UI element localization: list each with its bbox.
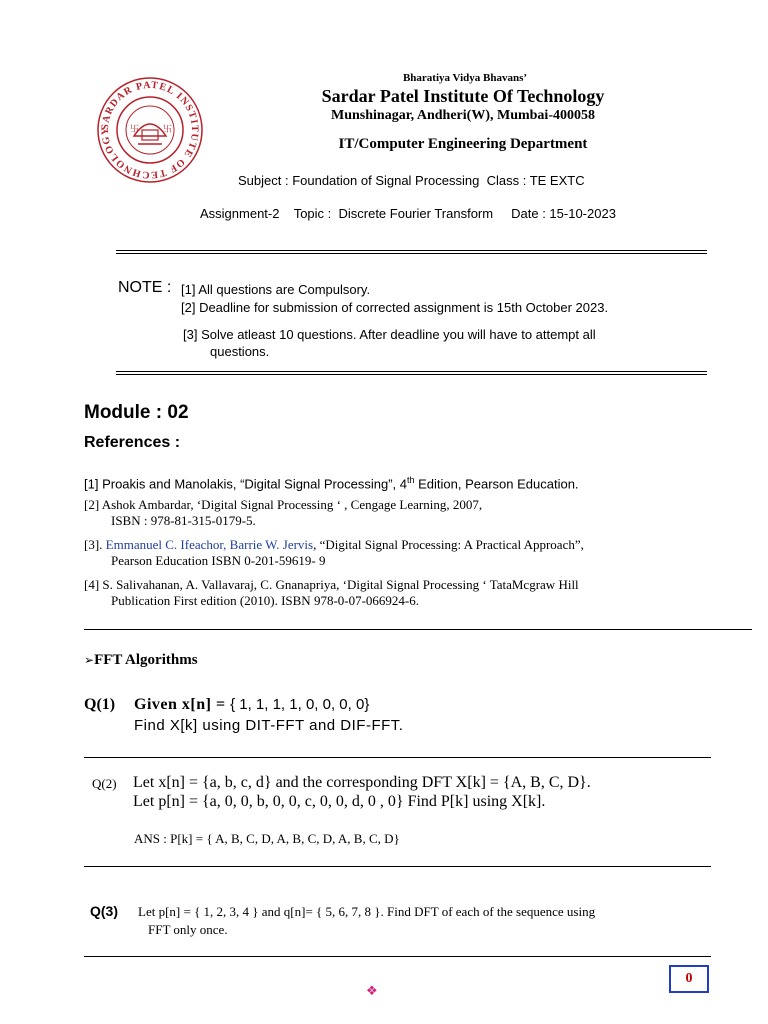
svg-text:卐: 卐 — [163, 125, 173, 135]
institute-logo — [94, 74, 206, 186]
page-number: 0 — [669, 965, 709, 993]
ornament-icon: ❖ — [366, 984, 378, 999]
arrow-bullet-icon: ➢ — [84, 653, 95, 667]
question-3-line2: FFT only once. — [148, 922, 228, 937]
question-1-sequence: { 1, 1, 1, 1, 0, 0, 0, 0} — [230, 696, 370, 713]
department-name: IT/Computer Engineering Department — [338, 136, 588, 152]
note-item-1: [1] All questions are Compulsory. — [181, 282, 371, 297]
section-title: FFT Algorithms — [94, 652, 198, 668]
reference-3-authors-link[interactable]: Emmanuel C. Ifeachor, Barrie W. Jervis — [105, 537, 314, 552]
divider-q2 — [84, 866, 711, 867]
note-item-3-line2: questions. — [210, 344, 270, 359]
reference-1-text: [1] Proakis and Manolakis, “Digital Signal Processing”, 4 — [84, 476, 407, 492]
logo-ring-text: SARDAR PATEL INSTITUTE OF TECHNOLOGY — [99, 79, 201, 181]
institute-name: Sardar Patel Institute Of Technology — [321, 86, 605, 106]
reference-1-sup: th — [406, 475, 415, 485]
question-2-line2: Let p[n] = {a, 0, 0, b, 0, 0, c, 0, 0, d, 0 , 0} Find P[k] using X[k]. — [133, 793, 546, 810]
question-1-label: Q(1) — [84, 696, 116, 713]
question-2-line1: Let x[n] = {a, b, c, d} and the corresponding DFT X[k] = {A, B, C, D}. — [133, 774, 591, 791]
reference-2-line2: ISBN : 978-81-315-0179-5. — [111, 513, 256, 528]
question-2-label: Q(2) — [92, 776, 117, 791]
divider-q1 — [84, 757, 711, 758]
module-heading: Module : 02 — [84, 402, 189, 423]
divider-q3 — [84, 956, 711, 957]
question-3-line1: Let p[n] = { 1, 2, 3, 4 } and q[n]= { 5, 6, 7, 8 }. Find DFT of each of the sequence using — [138, 904, 596, 919]
section-heading — [84, 652, 198, 669]
reference-4-line1: [4] S. Salivahanan, A. Vallavaraj, C. Gnanapriya, ‘Digital Signal Processing ‘ TataMcgraw Hill — [84, 577, 579, 592]
subject-line: Subject : Foundation of Signal Processing Class : TE EXTC — [238, 173, 585, 188]
reference-3-line2: Pearson Education ISBN 0-201-59619- 9 — [111, 553, 326, 568]
reference-1 — [84, 472, 724, 492]
question-3-text — [138, 903, 709, 939]
reference-2 — [84, 497, 724, 529]
note-heading: NOTE : — [118, 279, 172, 296]
note-item-3 — [183, 326, 709, 360]
question-2-answer: ANS : P[k] = { A, B, C, D, A, B, C, D, A, B, C, D} — [134, 831, 400, 846]
reference-1-rest: Edition, Pearson Education. — [414, 476, 579, 492]
note-item-2: [2] Deadline for submission of corrected assignment is 15th October 2023. — [181, 300, 609, 315]
reference-3-title: , “Digital Signal Processing: A Practical Approach”, — [313, 537, 584, 552]
divider-bottom — [116, 371, 707, 375]
assignment-line: Assignment-2 Topic : Discrete Fourier Transform Date : 15-10-2023 — [200, 206, 616, 221]
question-1-given: Given x[n] = — [134, 696, 231, 713]
org-name: Bharatiya Vidya Bhavans’ — [402, 72, 528, 84]
institute-address: Munshinagar, Andheri(W), Mumbai-400058 — [331, 108, 595, 123]
reference-3 — [84, 537, 724, 569]
reference-2-line1: [2] Ashok Ambardar, ‘Digital Signal Processing ‘ , Cengage Learning, 2007, — [84, 497, 483, 512]
divider-references — [84, 629, 752, 630]
references-heading: References : — [84, 434, 181, 451]
reference-4 — [84, 577, 724, 609]
note-item-3-line1: [3] Solve atleast 10 questions. After deadline you will have to attempt all — [183, 327, 596, 342]
reference-4-line2: Publication First edition (2010). ISBN 978-0-07-066924-6. — [111, 593, 420, 608]
question-1-line1 — [134, 696, 369, 714]
divider-top — [116, 250, 707, 254]
question-3-label: Q(3) — [90, 903, 118, 919]
reference-3-number: [3]. — [84, 537, 106, 552]
question-1-line2: Find X[k] using DIT-FFT and DIF-FFT. — [134, 717, 404, 734]
svg-text:卐: 卐 — [130, 125, 140, 135]
